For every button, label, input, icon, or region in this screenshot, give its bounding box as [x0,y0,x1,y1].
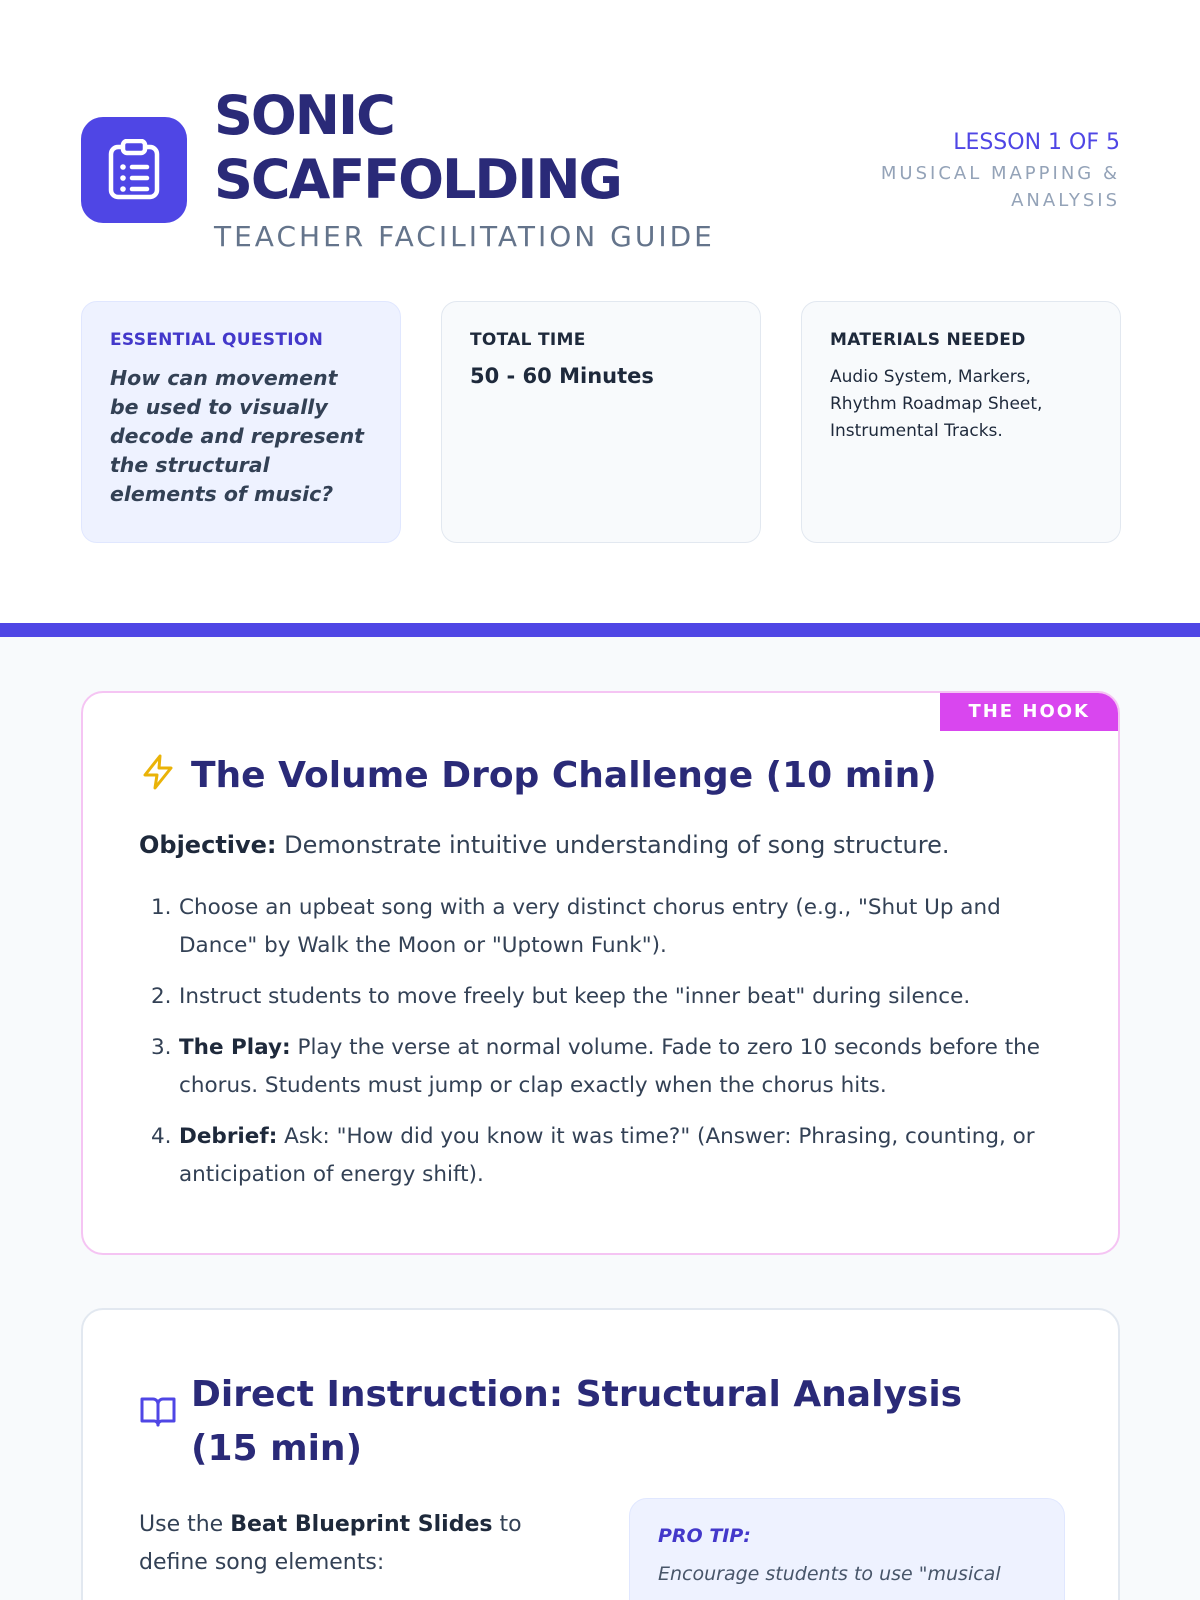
step-text: Play the verse at normal volume. Fade to zero 10 seconds before the chorus. Students must jump or clap exactly when the chorus hits. [179,1035,1041,1098]
open-book-icon [139,1392,177,1430]
direct-title: Direct Instruction: Structural Analysis (15 min) [191,1374,963,1469]
lesson-topic-line-2: ANALYSIS [1011,190,1120,211]
clipboard-list-icon [106,139,162,201]
essential-question-card [81,301,401,543]
lesson-topic-line-1: MUSICAL MAPPING & [880,163,1120,184]
list-item [139,978,1059,1016]
title-line-2: SCAFFOLDING [214,148,621,211]
step-number: 4. [151,1124,172,1149]
step-text: Ask: "How did you know it was time?" (Answer: Phrasing, counting, or anticipation of energy shift). [179,1124,1035,1187]
objective-label: Objective: [139,831,277,859]
objective-text: Demonstrate intuitive understanding of song structure. [276,831,950,859]
hook-objective [139,831,949,859]
pro-tip-label: PRO TIP: [658,1525,751,1547]
hook-header [139,749,937,803]
list-item [139,889,1059,965]
hook-badge: THE HOOK [940,693,1118,731]
logo [81,117,187,223]
total-time-label: TOTAL TIME [470,330,586,350]
materials-card [801,301,1121,543]
total-time-card [441,301,761,543]
hook-steps [139,889,1059,1207]
direct-text-bold: Beat Blueprint Slides [230,1512,493,1537]
essential-question-text: How can movement be used to visually decode and represent the structural elements of music? [110,366,364,506]
hook-title: The Volume Drop Challenge (10 min) [191,755,937,796]
direct-text-after: to define song elements: [139,1512,522,1575]
step-text: Choose an upbeat song with a very distinct chorus entry (e.g., "Shut Up and Dance" by Walk the Moon or "Uptown Funk"). [179,895,1001,958]
pro-tip-box [629,1498,1065,1600]
page-subtitle: TEACHER FACILITATION GUIDE [214,220,715,253]
list-item [139,1029,1059,1105]
direct-intro [139,1506,579,1582]
step-bold: Debrief: [179,1124,278,1149]
direct-text-before: Use the [139,1512,231,1537]
lesson-topic [800,160,1120,214]
page-title [214,84,621,212]
page-header [0,0,1200,630]
essential-question-label: ESSENTIAL QUESTION [110,330,324,350]
step-bold: The Play: [179,1035,291,1060]
step-number: 1. [151,895,172,920]
step-number: 3. [151,1035,172,1060]
materials-label: MATERIALS NEEDED [830,330,1026,350]
step-number: 2. [151,984,172,1009]
lesson-info [800,128,1120,214]
list-item [139,1118,1059,1194]
total-time-value: 50 - 60 Minutes [470,364,654,388]
materials-text: Audio System, Markers, Rhythm Roadmap Sheet, Instrumental Tracks. [830,367,1043,441]
step-text: Instruct students to move freely but keep the "inner beat" during silence. [179,984,971,1009]
direct-header [139,1368,1021,1476]
main-content [0,637,1200,1600]
pro-tip-text: Encourage students to use "musical [658,1563,1001,1585]
lesson-number: LESSON 1 OF 5 [953,130,1120,155]
header-divider [0,623,1200,637]
title-line-1: SONIC [214,84,394,147]
direct-instruction-section [81,1308,1120,1600]
hook-section [81,691,1120,1255]
lightning-bolt-icon [139,753,177,791]
